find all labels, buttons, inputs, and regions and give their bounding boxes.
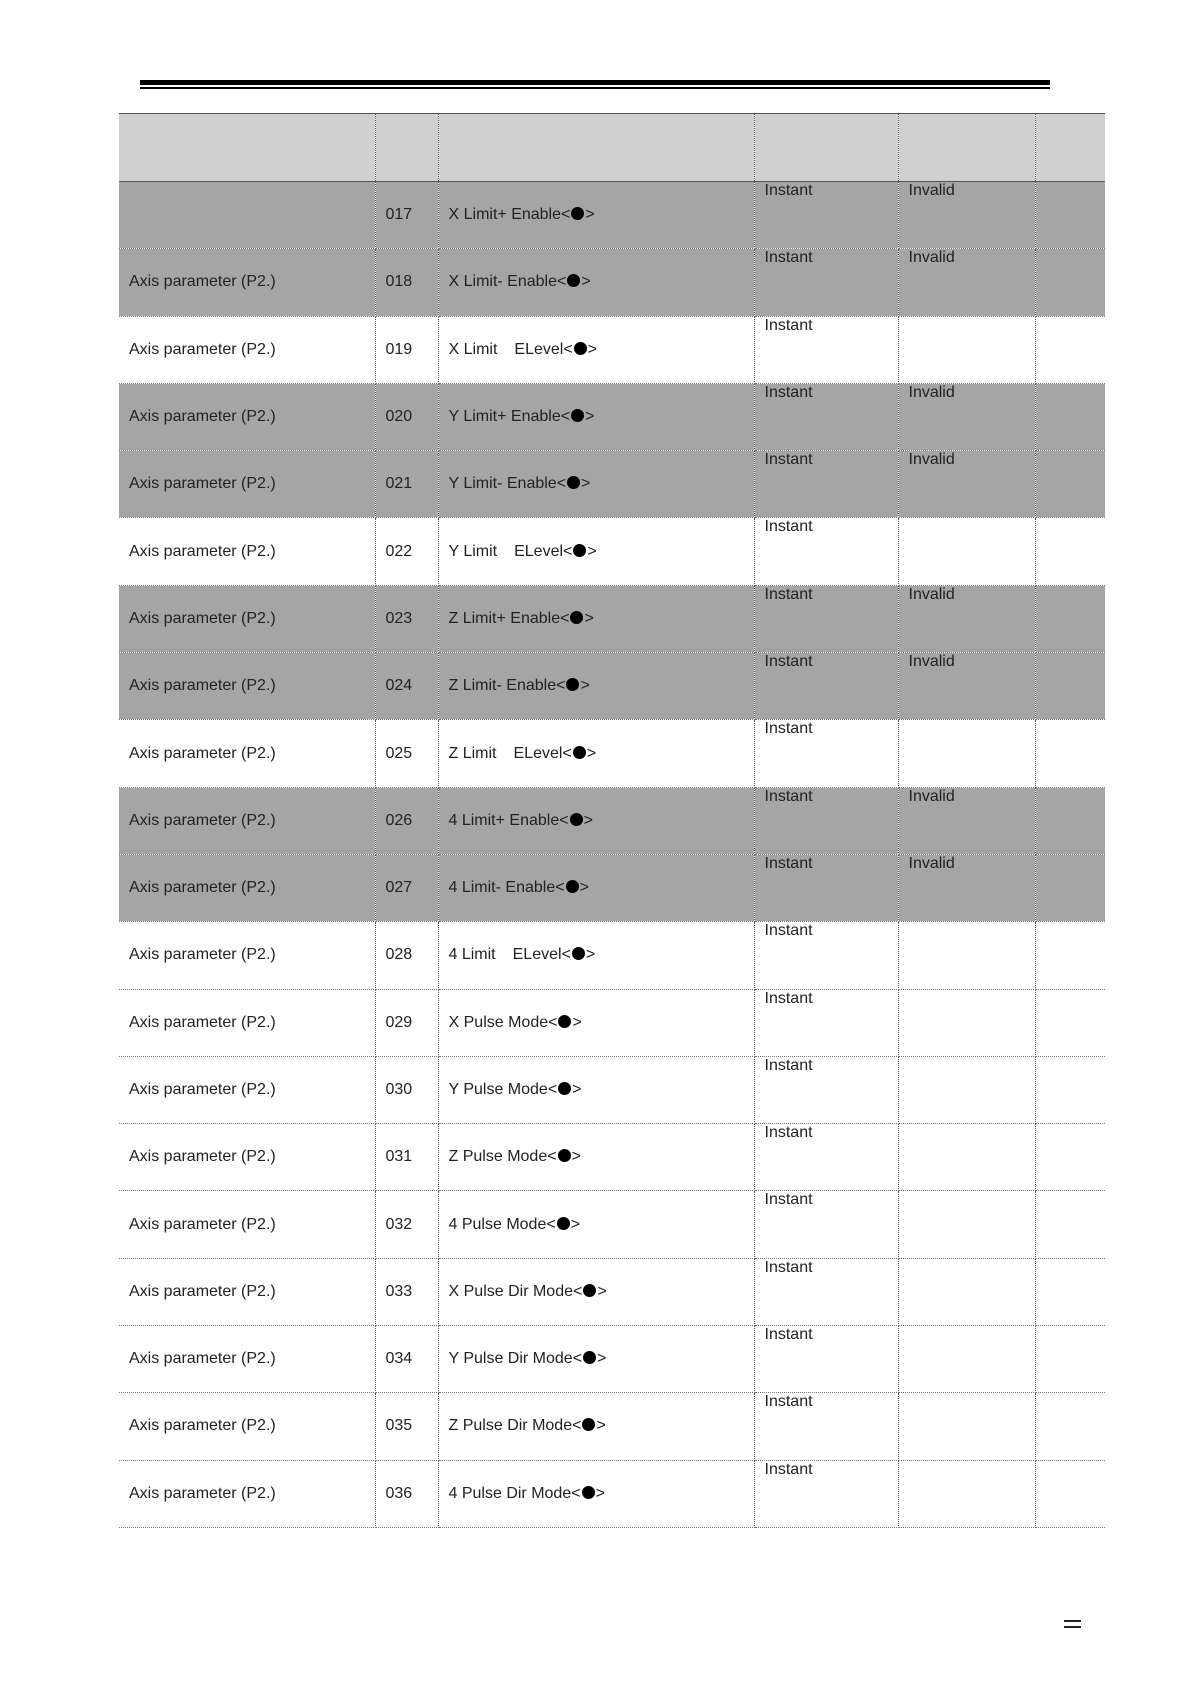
parameter-name: X Limit- Enable< — [448, 273, 567, 291]
category-cell — [119, 1258, 375, 1325]
table-row — [119, 1258, 1105, 1325]
black-circle-icon — [583, 1351, 596, 1364]
number-cell — [375, 383, 438, 450]
parameter-number: 020 — [385, 408, 413, 426]
last-cell — [1035, 1258, 1105, 1325]
category-cell — [119, 383, 375, 450]
parameter-number: 028 — [385, 946, 413, 964]
parameter-name: Y Limit — [448, 542, 498, 560]
parameter-number: 034 — [385, 1350, 413, 1368]
parameter-number: 017 — [385, 206, 413, 224]
extra-text: Invalid — [908, 854, 955, 872]
parameter-name-suffix: > — [570, 1215, 581, 1233]
number-cell — [375, 451, 438, 518]
effect-cell — [754, 451, 898, 518]
table-row — [119, 383, 1105, 450]
parameter-number: 033 — [385, 1282, 413, 1300]
number-cell — [375, 1258, 438, 1325]
black-circle-icon — [558, 1082, 571, 1095]
parameter-name: 4 Limit+ Enable< — [448, 811, 569, 829]
parameter-name-suffix: > — [585, 408, 595, 426]
category-text: Axis parameter (P2.) — [129, 1350, 276, 1368]
table-row — [119, 518, 1105, 585]
parameter-name: X Limit — [448, 340, 498, 358]
parameter-name-suffix: > — [585, 946, 596, 964]
category-cell — [119, 989, 375, 1056]
header-cell-last — [1035, 114, 1105, 182]
effect-text: Instant — [764, 1460, 813, 1478]
effect-text: Instant — [764, 1191, 813, 1209]
black-circle-icon — [574, 342, 587, 355]
table-row — [119, 720, 1105, 787]
parameter-name-suffix: > — [572, 1013, 582, 1031]
number-cell — [375, 989, 438, 1056]
parameter-name-suffix: > — [580, 677, 590, 695]
effect-text: Instant — [764, 316, 813, 334]
table-row — [119, 989, 1105, 1056]
effect-cell — [754, 182, 898, 249]
last-cell — [1035, 585, 1105, 652]
parameter-name-suffix: > — [571, 1148, 581, 1166]
extra-text: Invalid — [908, 383, 955, 401]
header-cell-effect — [754, 114, 898, 182]
extra-text: Invalid — [908, 249, 955, 267]
parameter-number: 019 — [385, 340, 413, 358]
last-cell — [1035, 653, 1105, 720]
last-cell — [1035, 1056, 1105, 1123]
extra-cell — [898, 989, 1035, 1056]
double-dash-icon — [1064, 1620, 1081, 1628]
effect-cell — [754, 383, 898, 450]
parameter-name-suffix: > — [579, 879, 589, 897]
parameter-name: 4 Pulse Dir Mode< — [448, 1484, 581, 1502]
header-cell-number — [375, 114, 438, 182]
category-text: Axis parameter (P2.) — [129, 1417, 276, 1435]
number-cell — [375, 787, 438, 854]
black-circle-icon — [570, 813, 583, 826]
name-cell — [438, 249, 754, 316]
parameter-name-suffix: > — [596, 1417, 606, 1435]
name-cell — [438, 787, 754, 854]
black-circle-icon — [567, 274, 580, 287]
extra-cell — [898, 316, 1035, 383]
last-cell — [1035, 989, 1105, 1056]
category-cell — [119, 1393, 375, 1460]
number-cell — [375, 653, 438, 720]
extra-cell — [898, 518, 1035, 585]
effect-text: Instant — [764, 451, 813, 469]
category-text: Axis parameter (P2.) — [129, 1013, 276, 1031]
category-text: Axis parameter (P2.) — [129, 1081, 276, 1098]
last-cell — [1035, 922, 1105, 989]
extra-cell — [898, 1258, 1035, 1325]
black-circle-icon — [557, 1217, 570, 1230]
extra-cell — [898, 720, 1035, 787]
last-cell — [1035, 518, 1105, 585]
table-row — [119, 316, 1105, 383]
extra-cell — [898, 922, 1035, 989]
table-row — [119, 922, 1105, 989]
effect-text: Instant — [764, 518, 813, 536]
parameter-number: 035 — [385, 1417, 413, 1435]
parameter-number: 031 — [385, 1148, 413, 1166]
effect-text: Instant — [764, 383, 813, 401]
effect-text: Instant — [764, 720, 813, 738]
header-cell-category — [119, 114, 375, 182]
extra-cell — [898, 1393, 1035, 1460]
number-cell — [375, 1056, 438, 1123]
category-cell — [119, 720, 375, 787]
category-text: Axis parameter (P2.) — [129, 1484, 276, 1502]
parameter-name: Z Limit — [448, 744, 497, 762]
parameter-name-suffix: > — [584, 609, 594, 627]
effect-text: Instant — [764, 854, 813, 872]
effect-text: Instant — [764, 922, 813, 940]
parameter-number: 030 — [385, 1081, 413, 1098]
category-cell — [119, 249, 375, 316]
table-row — [119, 1056, 1105, 1123]
number-cell — [375, 854, 438, 921]
black-circle-icon — [573, 544, 586, 557]
number-cell — [375, 249, 438, 316]
parameter-number: 032 — [385, 1215, 413, 1233]
table-row — [119, 451, 1105, 518]
last-cell — [1035, 249, 1105, 316]
name-cell — [438, 653, 754, 720]
number-cell — [375, 1124, 438, 1191]
parameter-name: Y Pulse Mode< — [448, 1081, 558, 1098]
extra-cell — [898, 1056, 1035, 1123]
last-cell — [1035, 451, 1105, 518]
category-text: Axis parameter (P2.) — [129, 744, 276, 762]
parameter-name: X Pulse Dir Mode< — [448, 1282, 583, 1300]
effect-cell — [754, 720, 898, 787]
category-text: Axis parameter (P2.) — [129, 609, 276, 627]
category-text: Axis parameter (P2.) — [129, 542, 276, 560]
effect-text: Instant — [764, 1056, 813, 1074]
category-text: Axis parameter (P2.) — [129, 1282, 276, 1300]
table-row — [119, 182, 1105, 249]
effect-cell — [754, 1393, 898, 1460]
parameter-name-suffix: > — [597, 1350, 607, 1368]
table-row — [119, 1326, 1105, 1393]
category-cell — [119, 518, 375, 585]
parameter-number: 018 — [385, 273, 413, 291]
effect-text: Instant — [764, 1326, 813, 1344]
category-cell — [119, 787, 375, 854]
black-circle-icon — [558, 1149, 571, 1162]
table-row — [119, 854, 1105, 921]
effect-text: Instant — [764, 249, 813, 267]
parameter-name: Z Pulse Mode< — [448, 1148, 557, 1166]
category-cell — [119, 1124, 375, 1191]
effect-cell — [754, 1460, 898, 1527]
last-cell — [1035, 1326, 1105, 1393]
category-cell — [119, 922, 375, 989]
extra-cell — [898, 182, 1035, 249]
category-cell — [119, 1460, 375, 1527]
extra-text: Invalid — [908, 182, 955, 199]
extra-cell — [898, 1326, 1035, 1393]
black-circle-icon — [567, 476, 580, 489]
category-text: Axis parameter (P2.) — [129, 677, 276, 695]
name-cell — [438, 1460, 754, 1527]
parameter-number: 026 — [385, 811, 413, 829]
parameter-name-tail: ELevel< — [513, 744, 572, 762]
number-cell — [375, 1326, 438, 1393]
black-circle-icon — [558, 1015, 571, 1028]
parameter-name-suffix: > — [597, 1282, 607, 1300]
parameter-name-suffix: > — [585, 206, 595, 224]
parameter-number: 023 — [385, 609, 413, 627]
parameter-name: Y Pulse Dir Mode< — [448, 1350, 583, 1368]
last-cell — [1035, 1191, 1105, 1258]
extra-cell — [898, 451, 1035, 518]
extra-cell — [898, 383, 1035, 450]
extra-text: Invalid — [908, 787, 955, 805]
extra-text: Invalid — [908, 451, 955, 469]
black-circle-icon — [582, 1486, 595, 1499]
parameter-name: 4 Pulse Mode< — [448, 1215, 556, 1233]
name-cell — [438, 451, 754, 518]
category-cell — [119, 451, 375, 518]
parameter-number: 025 — [385, 744, 413, 762]
category-text: Axis parameter (P2.) — [129, 879, 276, 897]
category-cell — [119, 1191, 375, 1258]
black-circle-icon — [566, 678, 579, 691]
name-cell — [438, 383, 754, 450]
effect-text: Instant — [764, 182, 813, 199]
last-cell — [1035, 316, 1105, 383]
parameter-name: Y Limit+ Enable< — [448, 408, 571, 426]
effect-cell — [754, 518, 898, 585]
category-text: Axis parameter (P2.) — [129, 273, 276, 291]
parameter-name-suffix: > — [581, 273, 591, 291]
effect-text: Instant — [764, 989, 813, 1007]
table-row — [119, 249, 1105, 316]
parameter-name-suffix: > — [587, 542, 597, 560]
parameter-number: 022 — [385, 542, 413, 560]
number-cell — [375, 585, 438, 652]
parameter-name: Y Limit- Enable< — [448, 475, 567, 493]
category-text: Axis parameter (P2.) — [129, 1148, 276, 1166]
black-circle-icon — [571, 409, 584, 422]
category-cell — [119, 1056, 375, 1123]
parameter-number: 027 — [385, 879, 413, 897]
last-cell — [1035, 1460, 1105, 1527]
name-cell — [438, 1258, 754, 1325]
extra-cell — [898, 585, 1035, 652]
name-cell — [438, 1191, 754, 1258]
number-cell — [375, 518, 438, 585]
extra-cell — [898, 854, 1035, 921]
last-cell — [1035, 720, 1105, 787]
table-row — [119, 1393, 1105, 1460]
name-cell — [438, 1393, 754, 1460]
category-text: Axis parameter (P2.) — [129, 811, 276, 829]
black-circle-icon — [583, 1284, 596, 1297]
number-cell — [375, 1393, 438, 1460]
extra-text: Invalid — [908, 585, 955, 603]
parameter-name: X Pulse Mode< — [448, 1013, 558, 1031]
number-cell — [375, 1191, 438, 1258]
parameter-number: 036 — [385, 1484, 413, 1502]
effect-cell — [754, 1191, 898, 1258]
parameter-name: X Limit+ Enable< — [448, 206, 571, 224]
name-cell — [438, 316, 754, 383]
parameter-name: Z Pulse Dir Mode< — [448, 1417, 582, 1435]
name-cell — [438, 585, 754, 652]
name-cell — [438, 922, 754, 989]
table-row — [119, 585, 1105, 652]
name-cell — [438, 1326, 754, 1393]
category-cell — [119, 1326, 375, 1393]
effect-cell — [754, 1124, 898, 1191]
last-cell — [1035, 1124, 1105, 1191]
number-cell — [375, 1460, 438, 1527]
last-cell — [1035, 383, 1105, 450]
category-text: Axis parameter (P2.) — [129, 340, 276, 358]
effect-cell — [754, 922, 898, 989]
effect-cell — [754, 989, 898, 1056]
extra-cell — [898, 1191, 1035, 1258]
last-cell — [1035, 1393, 1105, 1460]
name-cell — [438, 182, 754, 249]
category-cell — [119, 653, 375, 720]
name-cell — [438, 1056, 754, 1123]
effect-text: Instant — [764, 1258, 813, 1276]
number-cell — [375, 316, 438, 383]
effect-text: Instant — [764, 787, 813, 805]
number-cell — [375, 182, 438, 249]
effect-cell — [754, 787, 898, 854]
name-cell — [438, 854, 754, 921]
parameter-name: 4 Limit — [448, 946, 496, 964]
table-body — [119, 182, 1105, 1528]
effect-cell — [754, 1056, 898, 1123]
parameter-name-suffix: > — [586, 744, 597, 762]
effect-cell — [754, 585, 898, 652]
effect-cell — [754, 249, 898, 316]
last-cell — [1035, 787, 1105, 854]
effect-text: Instant — [764, 1124, 813, 1142]
category-text: Axis parameter (P2.) — [129, 946, 276, 964]
effect-cell — [754, 1326, 898, 1393]
extra-text: Invalid — [908, 653, 955, 671]
black-circle-icon — [572, 947, 585, 960]
parameter-name-suffix: > — [583, 811, 593, 829]
parameter-name-tail: ELevel< — [512, 946, 571, 964]
category-text: Axis parameter (P2.) — [129, 1215, 276, 1233]
axis-parameter-table — [119, 113, 1105, 1528]
extra-cell — [898, 1460, 1035, 1527]
black-circle-icon — [566, 880, 579, 893]
effect-cell — [754, 1258, 898, 1325]
number-cell — [375, 720, 438, 787]
name-cell — [438, 518, 754, 585]
effect-cell — [754, 653, 898, 720]
effect-text: Instant — [764, 585, 813, 603]
table-row — [119, 1124, 1105, 1191]
category-cell — [119, 854, 375, 921]
category-cell — [119, 585, 375, 652]
effect-cell — [754, 316, 898, 383]
black-circle-icon — [571, 207, 584, 220]
parameter-number: 029 — [385, 1013, 413, 1031]
table-row — [119, 1191, 1105, 1258]
extra-cell — [898, 653, 1035, 720]
table-row — [119, 1460, 1105, 1527]
name-cell — [438, 720, 754, 787]
effect-text: Instant — [764, 653, 813, 671]
parameter-name: 4 Limit- Enable< — [448, 879, 565, 897]
parameter-name: Z Limit- Enable< — [448, 677, 566, 695]
effect-text: Instant — [764, 1393, 813, 1411]
parameter-name-tail: ELevel< — [514, 542, 573, 560]
parameter-name: Z Limit+ Enable< — [448, 609, 570, 627]
table-row — [119, 787, 1105, 854]
category-text: Axis parameter (P2.) — [129, 475, 276, 493]
extra-cell — [898, 787, 1035, 854]
black-circle-icon — [573, 746, 586, 759]
number-cell — [375, 922, 438, 989]
parameter-number: 024 — [385, 677, 413, 695]
last-cell — [1035, 182, 1105, 249]
extra-cell — [898, 249, 1035, 316]
effect-cell — [754, 854, 898, 921]
black-circle-icon — [582, 1418, 595, 1431]
category-cell — [119, 182, 375, 249]
category-text: Axis parameter (P2.) — [129, 408, 276, 426]
parameter-name-suffix: > — [572, 1081, 582, 1098]
black-circle-icon — [570, 611, 583, 624]
category-cell — [119, 316, 375, 383]
header-cell-name — [438, 114, 754, 182]
parameter-name-suffix: > — [587, 340, 598, 358]
name-cell — [438, 1124, 754, 1191]
parameter-name-suffix: > — [595, 1484, 605, 1502]
table-row — [119, 653, 1105, 720]
extra-cell — [898, 1124, 1035, 1191]
name-cell — [438, 989, 754, 1056]
last-cell — [1035, 854, 1105, 921]
parameter-name-suffix: > — [581, 475, 591, 493]
header-double-rule — [140, 80, 1050, 89]
table-header-row — [119, 114, 1105, 182]
header-cell-extra — [898, 114, 1035, 182]
parameter-name-tail: ELevel< — [514, 340, 573, 358]
parameter-number: 021 — [385, 475, 413, 493]
